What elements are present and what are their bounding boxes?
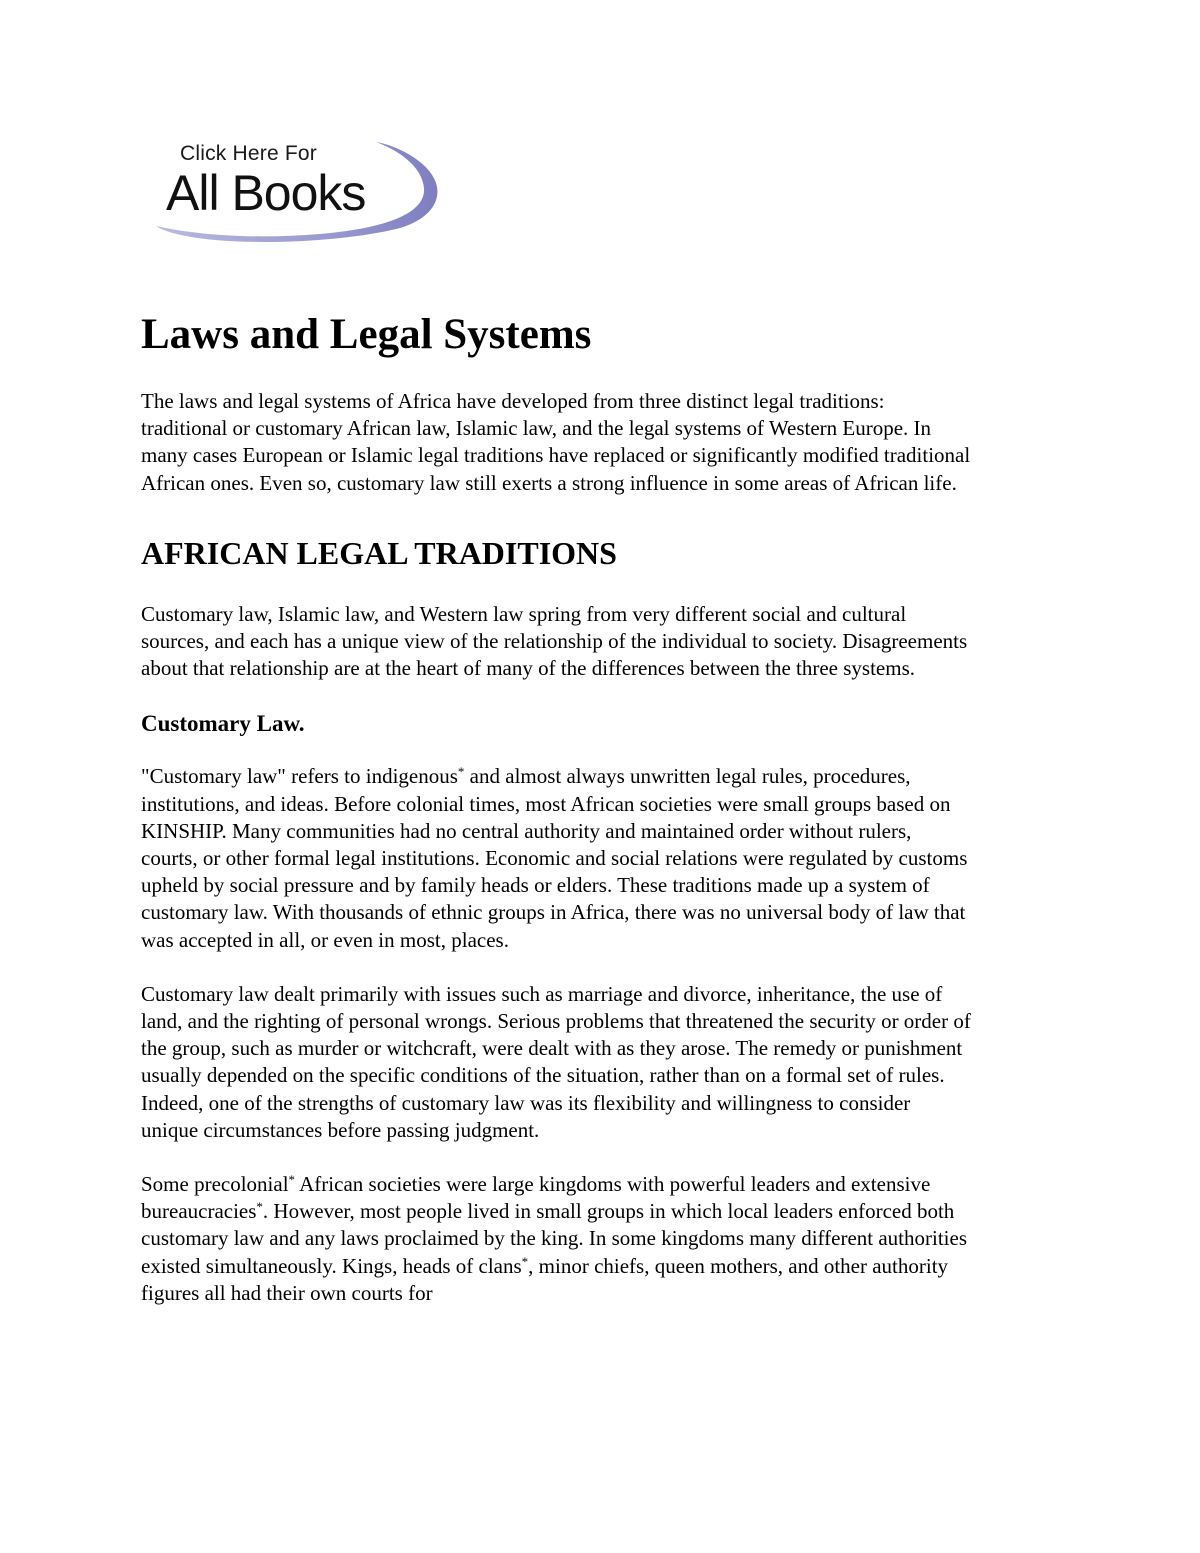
customary-law-paragraph-3 bbox=[141, 1171, 971, 1307]
logo-line2: All Books bbox=[166, 165, 366, 221]
footnote-marker: * bbox=[288, 1172, 296, 1188]
page-title: Laws and Legal Systems bbox=[141, 311, 592, 358]
text-run: Some precolonial bbox=[141, 1172, 289, 1197]
customary-law-paragraph-2: Customary law dealt primarily with issues such as marriage and divorce, inheritance, the use of land, and the righting of personal wrongs. Serious problems that threatened the security or order of the group, such as murder or witchcraft, were dealt with as they arose. The remedy or punishment usually depended on the specific conditions of the situation, rather than on a formal set of rules. Indeed, one of the strengths of customary law was its flexibility and willingness to consider unique circumstances before passing judgment. bbox=[141, 981, 971, 1142]
intro-paragraph: The laws and legal systems of Africa have developed from three distinct legal traditions: traditional or customary African law, Islamic law, and the legal systems of Western Europe. In many cases European or Islamic legal traditions have replaced or significantly modified traditional African ones. Even so, customary law still exerts a strong influence in some areas of African life. bbox=[141, 389, 971, 495]
customary-law-paragraph-1 bbox=[141, 763, 971, 953]
text-run: and almost always unwritten legal rules, procedures, institutions, and ideas. Before colonial times, most African societies were small groups based on KINSHIP. Many communities had no central authority and maintained order without rulers, courts, or other formal legal institutions. Economic and social relations were regulated by customs upheld by social pressure and by family heads or elders. These traditions made up a system of customary law. With thousands of ethnic groups in Africa, there was no universal body of law that was accepted in all, or even in most, places. bbox=[141, 764, 968, 952]
logo-line1: Click Here For bbox=[180, 142, 317, 165]
text-run: "Customary law" refers to indigenous bbox=[141, 764, 458, 789]
footnote-marker: * bbox=[256, 1199, 263, 1215]
all-books-logo-link[interactable] bbox=[150, 136, 442, 248]
footnote-marker: * bbox=[521, 1253, 529, 1269]
section-paragraph: Customary law, Islamic law, and Western law spring from very different social and cultural sources, and each has a unique view of the relationship of the individual to society. Disagreements about that relationship are at the heart of many of the differences between the three systems. bbox=[141, 601, 968, 681]
section-heading-african-legal-traditions: AFRICAN LEGAL TRADITIONS bbox=[141, 534, 617, 571]
document-body bbox=[141, 304, 971, 1334]
text-run: , minor chiefs, queen mothers, and other authority figures all had their own courts for bbox=[141, 1253, 949, 1305]
footnote-marker: * bbox=[457, 764, 465, 780]
text-run: . However, most people lived in small groups in which local leaders enforced both customary law and any laws proclaimed by the king. In some kingdoms many different authorities existed simultaneously. Kings, heads of clans bbox=[141, 1199, 968, 1278]
text-run: African societies were large kingdoms with powerful leaders and extensive bureaucracies bbox=[141, 1172, 931, 1224]
subsection-heading-customary-law: Customary Law. bbox=[141, 711, 305, 737]
